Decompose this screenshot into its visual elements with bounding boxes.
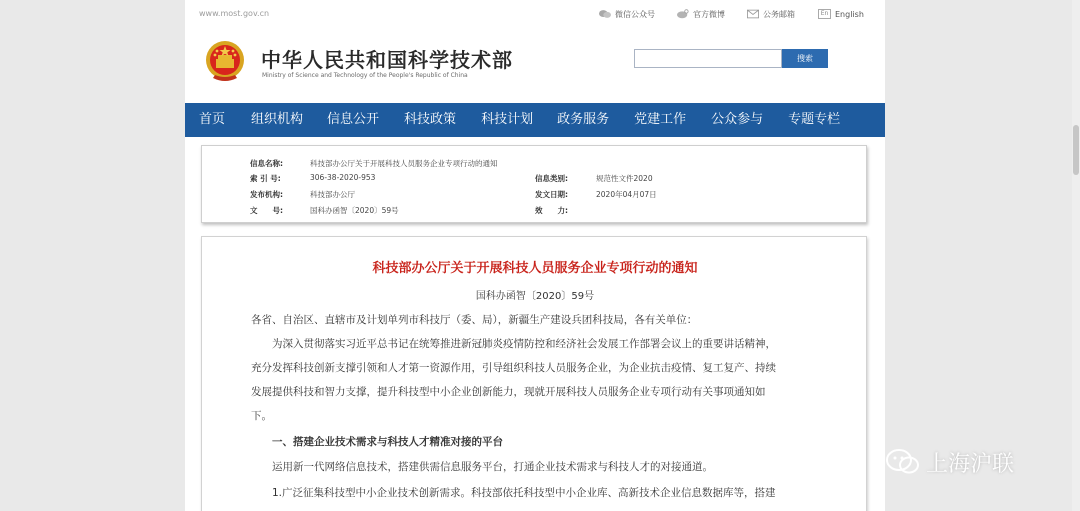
english-link[interactable]: [818, 7, 864, 21]
search-button[interactable]: 搜索: [782, 49, 828, 68]
weibo-link-label: 官方微博: [693, 9, 725, 19]
paragraph-line: 运用新一代网络信息技术，搭建供需信息服务平台，打通企业技术需求与科技人才的对接通道。: [251, 461, 713, 473]
site-header: [185, 28, 885, 100]
paragraph-line: 1.广泛征集科技型中小企业技术创新需求。科技部依托科技型中小企业库、高新技术企业信息数据库等，搭建: [251, 487, 776, 499]
scrollbar-thumb[interactable]: [1073, 125, 1079, 175]
watermark: [886, 447, 1014, 477]
paragraph-line: 充分发挥科技创新支撑引领和人才第一资源作用，引导组织科技人员服务企业，为企业抗击疫情、复工复产、持续: [251, 362, 776, 374]
site-url: www.most.gov.cn: [199, 9, 270, 18]
scrollbar[interactable]: [1072, 0, 1080, 511]
document-body: [201, 236, 867, 511]
info-category-label: 信息类别:: [535, 174, 568, 183]
info-index-label: 索 引 号:: [250, 174, 281, 183]
info-index-value: 306-38-2020-953: [310, 173, 376, 182]
wechat-link-label: 微信公众号: [615, 9, 655, 19]
info-validity-label: 效 力:: [535, 206, 568, 215]
info-name-value: 科技部办公厅关于开展科技人员服务企业专项行动的通知: [310, 159, 498, 168]
national-emblem-icon: [205, 38, 245, 84]
mail-link-label: 公务邮箱: [763, 9, 795, 19]
top-bar: [185, 0, 885, 28]
nav-item-programs[interactable]: 科技计划: [481, 112, 534, 127]
info-docno-label: 文 号:: [250, 206, 283, 215]
nav-item-home[interactable]: 首页: [199, 112, 226, 127]
wechat-link[interactable]: [599, 7, 655, 21]
document-salutation: 各省、自治区、直辖市及计划单列市科技厅（委、局），新疆生产建设兵团科技局，各有关单位：: [251, 314, 698, 326]
search-input[interactable]: [634, 49, 782, 68]
watermark-label: 上海沪联: [926, 451, 1015, 477]
weibo-link[interactable]: [677, 7, 725, 21]
english-link-label: English: [835, 9, 864, 19]
info-box: [201, 145, 867, 223]
wechat-icon: [599, 9, 611, 19]
info-category-value: 规范性文件2020: [596, 174, 653, 183]
nav-item-organization[interactable]: 组织机构: [251, 112, 304, 127]
wechat-icon: [886, 448, 920, 476]
weibo-icon: [677, 9, 689, 19]
document-number: 国科办函智〔2020〕59号: [475, 291, 595, 302]
info-publisher-label: 发布机构:: [250, 190, 283, 199]
nav-item-info-disclosure[interactable]: 信息公开: [327, 112, 380, 127]
page: [185, 0, 885, 511]
nav-item-party[interactable]: 党建工作: [634, 112, 687, 127]
info-publisher-value: 科技部办公厅: [310, 190, 355, 199]
section-heading: 一、搭建企业技术需求与科技人才精准对接的平台: [251, 436, 503, 448]
english-icon: En: [818, 9, 831, 19]
paragraph-line: 发展提供科技和智力支撑，提升科技型中小企业创新能力，现就开展科技人员服务企业专项行动有关事项通知如: [251, 386, 766, 398]
mail-link[interactable]: [747, 7, 795, 21]
info-date-label: 发文日期:: [535, 190, 568, 199]
nav-item-policy[interactable]: 科技政策: [404, 112, 457, 127]
paragraph-line: 下。: [251, 410, 272, 422]
main-nav: [185, 103, 885, 137]
nav-item-topics[interactable]: 专题专栏: [788, 112, 841, 127]
site-subtitle: Ministry of Science and Technology of the People's Republic of China: [262, 72, 468, 79]
document-title: 科技部办公厅关于开展科技人员服务企业专项行动的通知: [372, 261, 698, 276]
info-name-label: 信息名称:: [250, 159, 283, 168]
site-title: 中华人民共和国科学技术部: [261, 48, 513, 72]
paragraph-line: 为深入贯彻落实习近平总书记在统筹推进新冠肺炎疫情防控和经济社会发展工作部署会议上的重要讲话精神，: [251, 338, 776, 350]
nav-item-services[interactable]: 政务服务: [557, 112, 610, 127]
mail-icon: [747, 9, 759, 19]
info-date-value: 2020年04月07日: [596, 190, 657, 199]
info-docno-value: 国科办函智〔2020〕59号: [310, 206, 399, 215]
nav-item-public[interactable]: 公众参与: [711, 112, 764, 127]
